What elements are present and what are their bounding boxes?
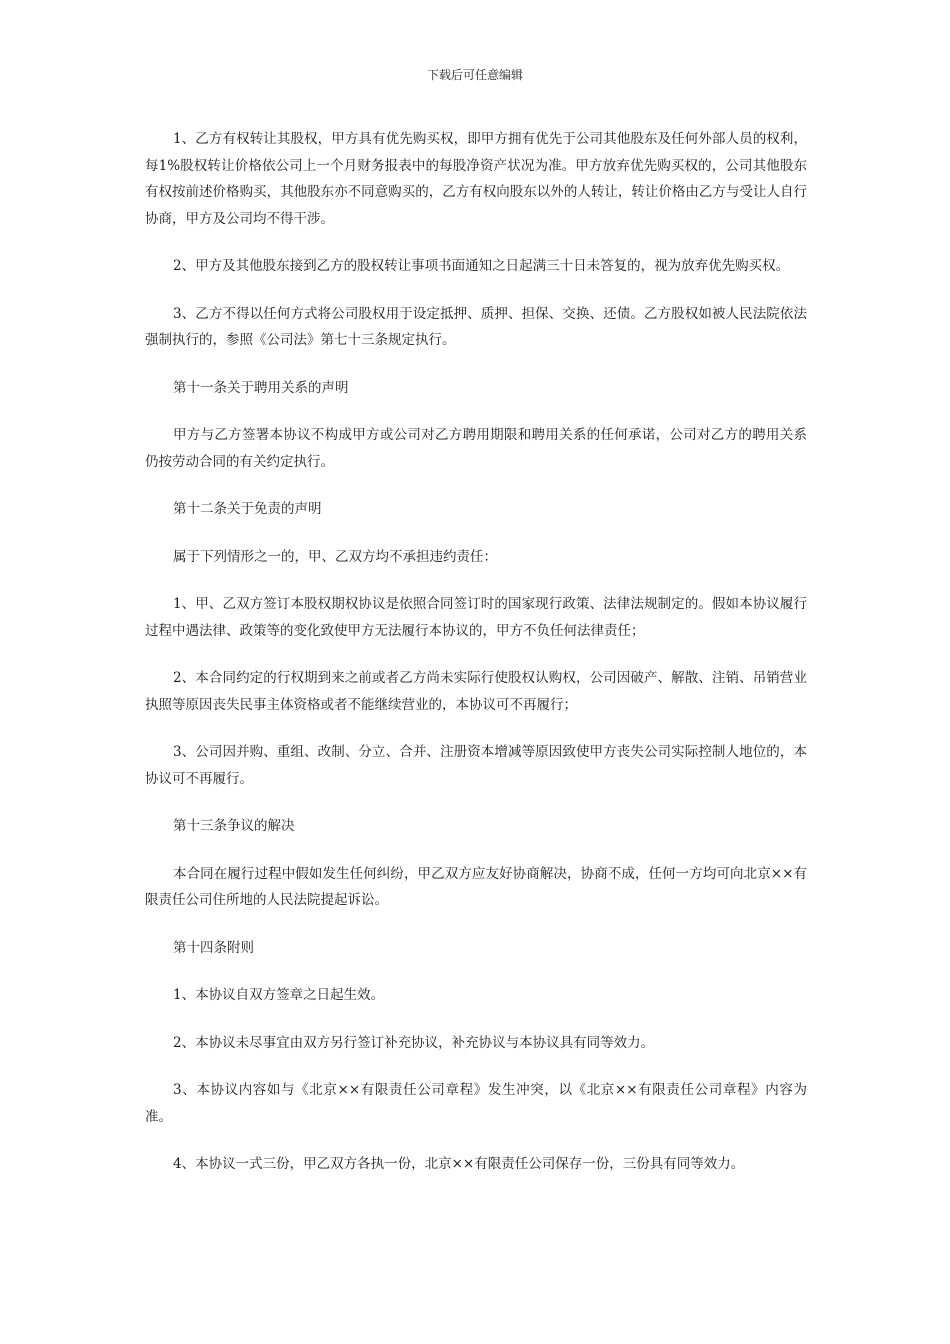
clause-paragraph: 2、本协议未尽事宜由双方另行签订补充协议，补充协议与本协议具有同等效力。 (173, 1034, 655, 1051)
article-heading: 第十二条关于免责的声明 (173, 501, 322, 517)
clause-paragraph: 4、本协议一式三份，甲乙双方各执一份，北京××有限责任公司保存一份，三份具有同等效力。 (173, 1156, 745, 1172)
clause-paragraph: 3、乙方不得以任何方式将公司股权用于设定抵押、质押、担保、交换、还债。乙方股权如被人民法院依法强制执行的，参照《公司法》第七十三条规定执行。 (145, 305, 807, 348)
page-header: 下载后可任意编辑 (426, 68, 523, 82)
clause-paragraph: 1、本协议自双方签章之日起生效。 (173, 987, 385, 1003)
clause-paragraph: 1、乙方有权转让其股权，甲方具有优先购买权，即甲方拥有优先于公司其他股东及任何外部人员的权利，每1%股权转让价格依公司上一个月财务报表中的每股净资产状况为准。甲方放弃优先购买权的，公司其他股东有权按前述价格购买，其他股东亦不同意购买的，乙方有权向股东以外的人转让，转让价格由乙方与受让人自行协商，甲方及公司均不得干涉。 (145, 131, 807, 227)
clause-paragraph: 2、本合同约定的行权期到来之前或者乙方尚未实际行使股权认购权，公司因破产、解散、注销、吊销营业执照等原因丧失民事主体资格或者不能继续营业的，本协议可不再履行； (145, 670, 807, 713)
clause-paragraph: 2、甲方及其他股东接到乙方的股权转让事项书面通知之日起满三十日未答复的，视为放弃优先购买权。 (173, 258, 790, 274)
clause-paragraph: 属于下列情形之一的，甲、乙双方均不承担违约责任： (173, 548, 497, 565)
clause-paragraph: 3、公司因并购、重组、改制、分立、合并、注册资本增减等原因致使甲方丧失公司实际控制人地位的，本协议可不再履行。 (145, 744, 807, 787)
article-heading: 第十三条争议的解决 (173, 818, 295, 834)
article-heading: 第十四条附则 (173, 939, 254, 956)
clause-paragraph: 本合同在履行过程中假如发生任何纠纷，甲乙双方应友好协商解决，协商不成，任何一方均可向北京××有限责任公司住所地的人民法院提起诉讼。 (145, 865, 807, 908)
article-heading: 第十一条关于聘用关系的声明 (173, 379, 349, 396)
clause-paragraph: 甲方与乙方签署本协议不构成甲方或公司对乙方聘用期限和聘用关系的任何承诺，公司对乙方的聘用关系仍按劳动合同的有关约定执行。 (145, 427, 807, 470)
document-body (145, 126, 807, 1199)
clause-paragraph: 3、本协议内容如与《北京××有限责任公司章程》发生冲突，以《北京××有限责任公司章程》内容为准。 (145, 1082, 807, 1125)
clause-paragraph: 1、甲、乙双方签订本股权期权协议是依照合同签订时的国家现行政策、法律法规制定的。假如本协议履行过程中遇法律、政策等的变化致使甲方无法履行本协议的，甲方不负任何法律责任； (145, 596, 807, 639)
